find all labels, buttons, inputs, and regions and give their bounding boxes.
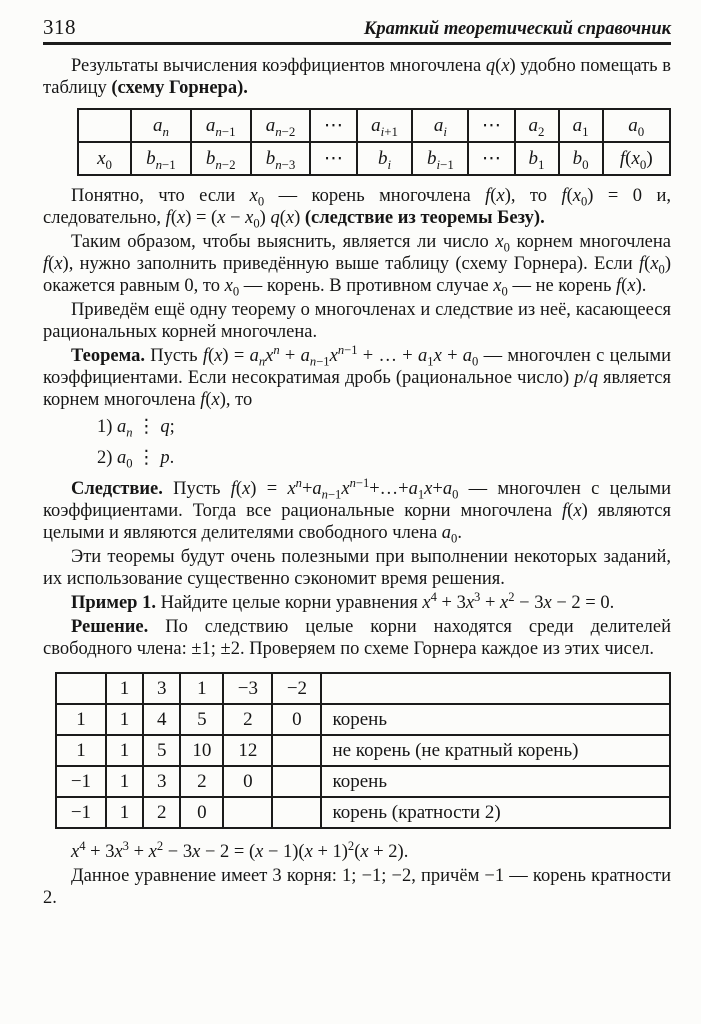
table-cell: $b_1$ xyxy=(515,142,559,175)
paragraph-method: Таким образом, чтобы выяснить, является ли число $x_0$ корнем многочлена f(x), нужно заполнить приведённую выше таблицу (схему Горнера). Если $f(x_0)$ окажется равным 0, то $x_0$ — корень. В противном случае $x_0$ — не корень f(x). xyxy=(43,232,671,299)
table-cell xyxy=(56,673,106,704)
table-cell xyxy=(78,109,131,142)
table-cell: 1 xyxy=(106,797,143,828)
table-cell xyxy=(272,797,321,828)
table-cell: 2 xyxy=(223,704,272,735)
table-cell: 5 xyxy=(180,704,223,735)
table-row xyxy=(56,673,670,704)
table-cell: корень (кратности 2) xyxy=(321,797,670,828)
table-cell: 1 xyxy=(106,766,143,797)
table-row xyxy=(56,704,670,735)
table-cell xyxy=(272,766,321,797)
table-cell: $b_{n-3}$ xyxy=(251,142,311,175)
table-cell: $b_{i-1}$ xyxy=(412,142,468,175)
paragraph-example: Пример 1. Найдите целые корни уравнения $x^4 + 3x^3 + x^2 - 3x - 2 = 0$. xyxy=(71,589,615,613)
table-cell: $f(x_0)$ xyxy=(603,142,670,175)
theorem-condition-1: 1) $a_n$ ⋮ q; xyxy=(97,417,175,440)
table-cell: −1 xyxy=(56,797,106,828)
table-cell: 0 xyxy=(272,704,321,735)
running-head xyxy=(43,16,671,40)
table-cell: $x_0$ xyxy=(78,142,131,175)
table-cell xyxy=(272,735,321,766)
paragraph-intro: Результаты вычисления коэффициентов многочлена q(x) удобно помещать в таблицу (схему Горнера). xyxy=(43,56,672,98)
table-row xyxy=(78,109,670,142)
table-cell: 4 xyxy=(143,704,180,735)
table-cell: $a_{i+1}$ xyxy=(357,109,413,142)
table-cell: ⋯ xyxy=(468,109,514,142)
table-cell: $b_i$ xyxy=(357,142,413,175)
table-cell: 1 xyxy=(106,735,143,766)
table-cell: не корень (не кратный корень) xyxy=(321,735,670,766)
table-cell: 1 xyxy=(180,673,223,704)
table-cell: ⋯ xyxy=(310,109,356,142)
table-cell: 2 xyxy=(180,766,223,797)
paragraph-lead-in: Приведём ещё одну теорему о многочленах и следствие из неё, касающееся рациональных корней многочлена. xyxy=(43,300,671,342)
table-cell: $b_{n-2}$ xyxy=(191,142,251,175)
table-cell: корень xyxy=(321,766,670,797)
table-cell: ⋯ xyxy=(468,142,514,175)
paragraph-conclusion: Данное уравнение имеет 3 корня: 1; −1; −2, причём −1 — корень кратности 2. xyxy=(43,866,671,908)
table-cell: 3 xyxy=(143,766,180,797)
paragraph-bezout: Понятно, что если $x_0$ — корень многочлена f(x), то $f(x_0) = 0$ и, следовательно, $f(x) = (x - x_0)$ q(x) (следствие из теоремы Безу). xyxy=(43,186,672,231)
table-cell: −2 xyxy=(272,673,321,704)
table-row xyxy=(56,766,670,797)
table-cell: $a_0$ xyxy=(603,109,670,142)
table-cell: 10 xyxy=(180,735,223,766)
table-row xyxy=(78,142,670,175)
table-row xyxy=(56,797,670,828)
table-row xyxy=(56,735,670,766)
table-cell: $a_2$ xyxy=(515,109,559,142)
table-cell: −3 xyxy=(223,673,272,704)
table-cell: ⋯ xyxy=(310,142,356,175)
page-number: 318 xyxy=(43,15,76,39)
table-cell: 1 xyxy=(56,735,106,766)
table-cell: 1 xyxy=(106,704,143,735)
table-cell: $b_0$ xyxy=(559,142,603,175)
table-cell: $a_n$ xyxy=(131,109,191,142)
horner-scheme-table xyxy=(77,108,671,176)
table-cell: $a_1$ xyxy=(559,109,603,142)
example-checks-table xyxy=(55,672,671,829)
table-cell xyxy=(223,797,272,828)
running-title: Краткий теоретический справочник xyxy=(363,19,671,39)
paragraph-solution: Решение. По следствию целые корни находятся среди делителей свободного члена: ±1; ±2. Проверяем по схеме Горнера каждое из этих чисел. xyxy=(43,617,671,659)
table-cell: 12 xyxy=(223,735,272,766)
header-rule xyxy=(43,42,671,45)
table-cell: 2 xyxy=(143,797,180,828)
paragraph-corollary: Следствие. Пусть $f(x) = x^n+a_{n-1}x^{n-1}+\dots+a_1x+a_0$ — многочлен с целыми коэффициентами. Тогда все рациональные корни многочлена f(x) являются целыми и являются делителями свободного члена $a_0$. xyxy=(43,475,671,546)
table-cell: −1 xyxy=(56,766,106,797)
factorization-equation: $x^4 + 3x^3 + x^2 - 3x - 2 = (x - 1)(x + 1)^2(x + 2)$. xyxy=(71,838,409,862)
table-cell: 0 xyxy=(180,797,223,828)
table-cell: 5 xyxy=(143,735,180,766)
table-cell xyxy=(321,673,670,704)
table-cell: 1 xyxy=(56,704,106,735)
theorem-condition-2: 2) $a_0$ ⋮ p. xyxy=(97,448,175,471)
table-cell: 3 xyxy=(143,673,180,704)
table-cell: 0 xyxy=(223,766,272,797)
table-cell: 1 xyxy=(106,673,143,704)
table-cell: $b_{n-1}$ xyxy=(131,142,191,175)
table-cell: $a_{n-1}$ xyxy=(191,109,251,142)
table-cell: корень xyxy=(321,704,670,735)
paragraph-theorem: Теорема. Пусть $f(x) = a_nx^n + a_{n-1}x^{n-1}$ + … + $a_1x + a_0$ — многочлен с целыми коэффициентами. Если несократимая дробь (рациональное число) p/q является корнем многочлена f(x), то xyxy=(43,342,672,410)
table-cell: $a_{n-2}$ xyxy=(251,109,311,142)
table-cell: $a_i$ xyxy=(412,109,468,142)
paragraph-usefulness: Эти теоремы будут очень полезными при выполнении некоторых заданий, их использование существенно сэкономит время решения. xyxy=(43,547,671,589)
